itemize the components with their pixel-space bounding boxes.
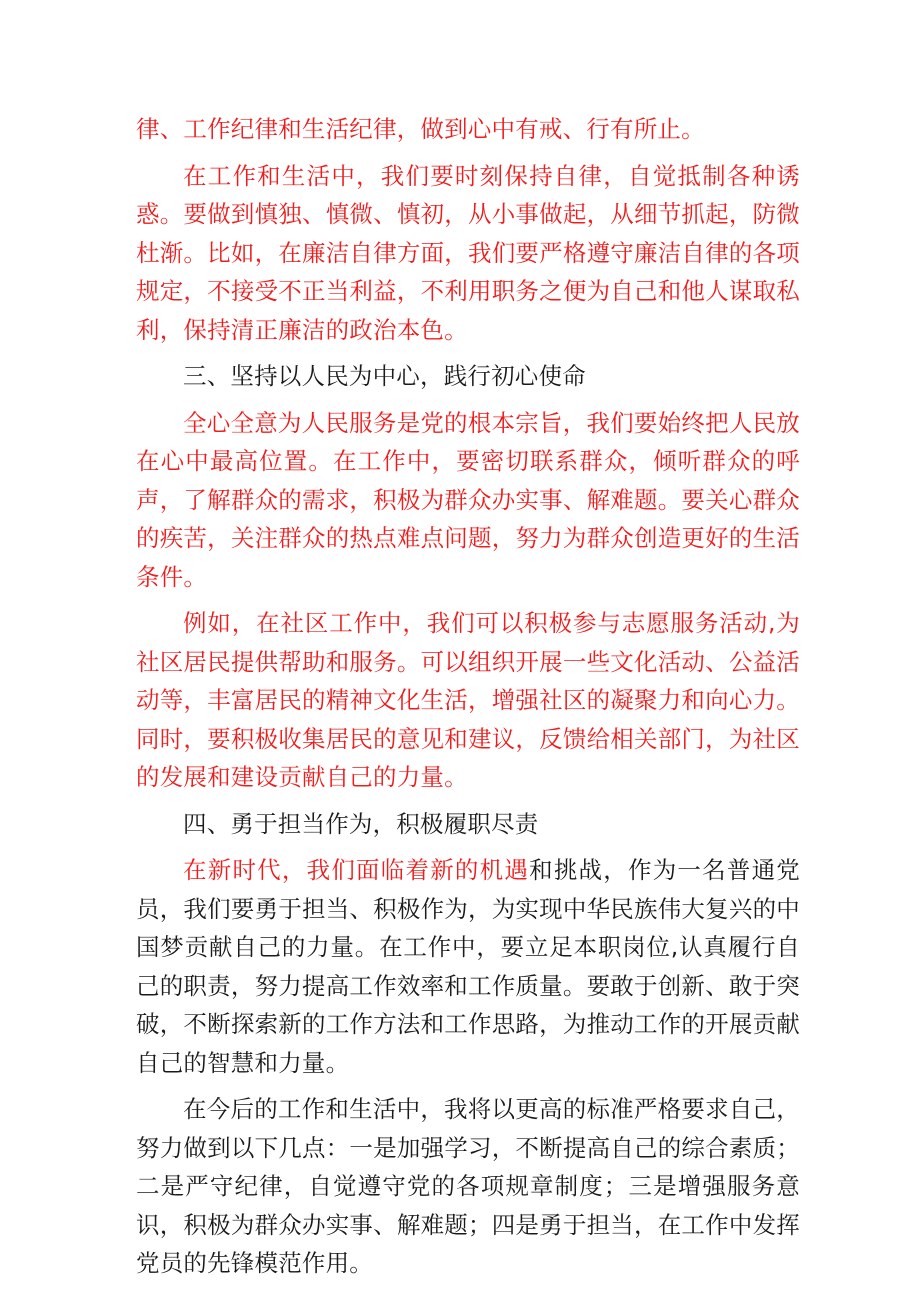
paragraph-serve-people: 全心全意为人民服务是党的根本宗旨，我们要始终把人民放在心中最高位置。在工作中，要密切联系群众，倾听群众的呼声，了解群众的需求，积极为群众办实事、解难题。要关心群众的疾苦，关注群众的热点难点问题，努力为群众创造更好的生活条件。	[136, 408, 800, 591]
paragraph-continuation: 律、工作纪律和生活纪律，做到心中有戒、行有所止。	[136, 115, 705, 143]
paragraph-new-era-highlight: 在新时代，我们面临着新的机遇	[183, 856, 530, 884]
paragraph-self-discipline: 在工作和生活中，我们要时刻保持自律，自觉抵制各种诱惑。要做到慎独、慎微、慎初，从小事做起，从细节抓起，防微杜渐。比如，在廉洁自律方面，我们要严格遵守廉洁自律的各项规定，不接受不正当利益，不利用职务之便为自己和他人谋取私利，保持清正廉洁的政治本色。	[136, 161, 800, 344]
paragraph-community-example: 例如，在社区工作中，我们可以积极参与志愿服务活动,为社区居民提供帮助和服务。可以组织开展一些文化活动、公益活动等，丰富居民的精神文化生活，增强社区的凝聚力和向心力。同时，要积极收集居民的意见和建议，反馈给相关部门，为社区的发展和建设贡献自己的力量。	[136, 609, 800, 791]
paragraph-future-goals: 在今后的工作和生活中，我将以更高的标准严格要求自己，努力做到以下几点：一是加强学习，不断提高自己的综合素质；二是严守纪律，自觉遵守党的各项规章制度；三是增强服务意识，积极为群众办实事、解难题；四是勇于担当，在工作中发挥党员的先锋模范作用。	[136, 1095, 800, 1277]
section-heading-4: 四、勇于担当作为，积极履职尽责	[183, 809, 539, 838]
section-heading-3: 三、坚持以人民为中心，践行初心使命	[183, 362, 586, 390]
paragraph-new-era-body: 和挑战，作为一名普通党员，我们要勇于担当、积极作为，为实现中华民族伟大复兴的中国梦贡献自己的力量。在工作中，要立足本职岗位,认真履行自己的职责，努力提高工作效率和工作质量。要敢于创新、敢于突破，不断探索新的工作方法和工作思路，为推动工作的开展贡献自己的智慧和力量。	[136, 856, 800, 1077]
paragraph-new-era	[136, 851, 800, 1082]
